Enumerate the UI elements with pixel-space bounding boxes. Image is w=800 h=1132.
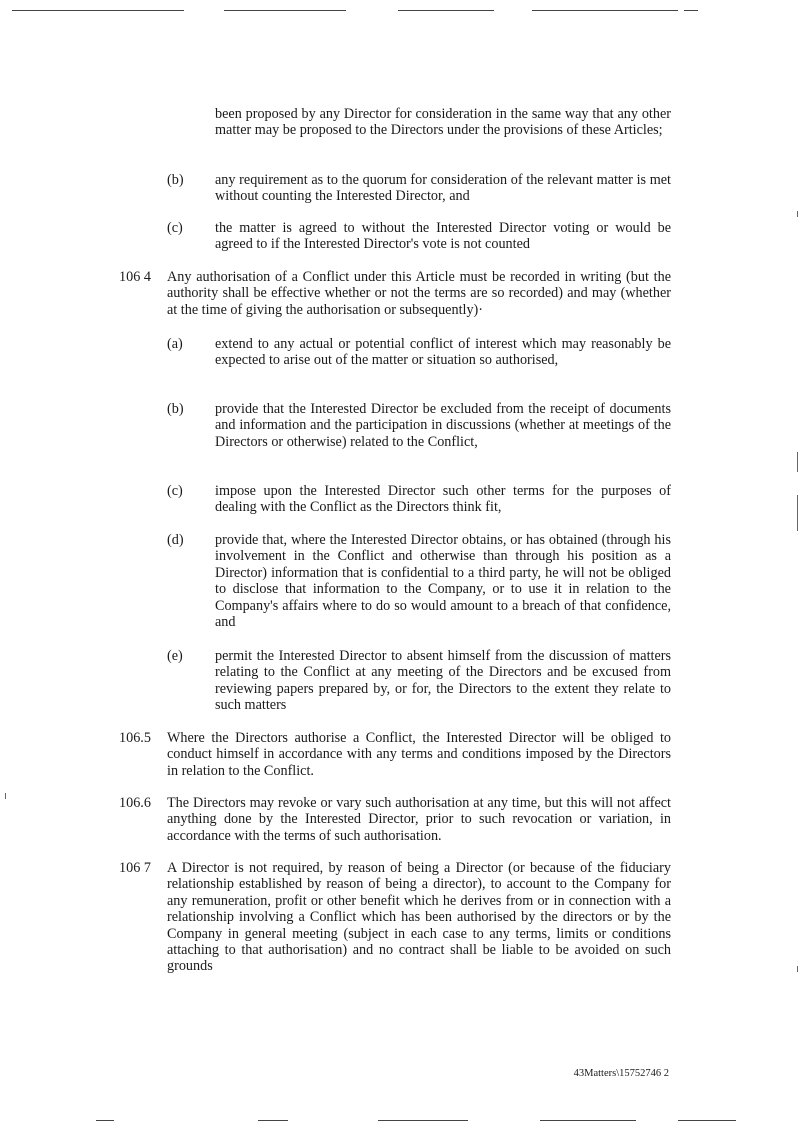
clause-text: The Directors may revoke or vary such authorisation at any time, but this will not affect anything done by the Interested Director, prior to such revocation or variation, in accordance with the terms of such authorisation. [167, 795, 671, 844]
clause-number: 106 4 [119, 269, 151, 285]
item-text: impose upon the Interested Director such other terms for the purposes of dealing with the Conflict as the Directors think fit, [215, 483, 671, 516]
item-text: provide that, where the Interested Director obtains, or has obtained (through his involvement in the Conflict and otherwise than through his position as a Director) information that is confidential to a third party, he will not be obliged to disclose that information to the Company, or to use it in relation to the Company's affairs where to do so would amount to a breach of that confidence, and [215, 532, 671, 631]
item-text: permit the Interested Director to absent himself from the discussion of matters relating to the Conflict at any meeting of the Directors and be excused from reviewing papers prepared by, or for, the Directors to the extent they relate to such matters [215, 648, 671, 714]
scan-line [224, 10, 346, 11]
clause-text: Any authorisation of a Conflict under this Article must be recorded in writing (but the authority shall be effective whether or not the terms are so recorded) and may (whether at the time of giving the authorisation or subsequently)· [167, 269, 671, 318]
scan-line [96, 1120, 114, 1121]
scan-mark [797, 966, 798, 972]
item-label: (b) [167, 401, 184, 417]
clause-text: A Director is not required, by reason of being a Director (or because of the fiduciary relationship established by reason of being a director), to account to the Company for any remuneration, profit or other benefit which he derives from or in connection with a relationship involving a Conflict which has been authorised by the directors or by the Company in general meeting (subject in each case to any terms, limits or conditions attaching to that authorisation) and no contract shall be liable to be avoided on such grounds [167, 860, 671, 975]
scan-mark [797, 495, 798, 531]
item-text: extend to any actual or potential conflict of interest which may reasonably be expected to arise out of the matter or situation so authorised, [215, 336, 671, 369]
item-label: (d) [167, 532, 184, 548]
scan-line [678, 1120, 736, 1121]
item-label: (b) [167, 172, 184, 188]
scan-line [684, 10, 698, 11]
scan-line [12, 10, 184, 11]
item-label: (e) [167, 648, 183, 664]
clause-number: 106 7 [119, 860, 151, 876]
clause-text: Where the Directors authorise a Conflict, the Interested Director will be obliged to conduct himself in accordance with any terms and conditions imposed by the Directors in relation to the Conflict. [167, 730, 671, 779]
item-label: (a) [167, 336, 183, 352]
item-text: the matter is agreed to without the Interested Director voting or would be agreed to if the Interested Director's vote is not counted [215, 220, 671, 253]
scan-mark [5, 793, 6, 799]
clause-number: 106.6 [119, 795, 151, 811]
item-label: (c) [167, 220, 183, 236]
item-text: provide that the Interested Director be excluded from the receipt of documents and information and the participation in discussions (whether at meetings of the Directors or otherwise) related to the Conflict, [215, 401, 671, 450]
scan-mark [797, 211, 798, 217]
scan-line [540, 1120, 636, 1121]
scan-mark [797, 452, 798, 472]
lead-in-paragraph: been proposed by any Director for consideration in the same way that any other matter may be proposed to the Directors under the provisions of these Articles; [215, 106, 671, 139]
scan-line [532, 10, 678, 11]
scan-line [378, 1120, 468, 1121]
item-text: any requirement as to the quorum for consideration of the relevant matter is met without counting the Interested Director, and [215, 172, 671, 205]
scan-line [258, 1120, 288, 1121]
document-reference: 43Matters\15752746 2 [573, 1068, 669, 1079]
scan-line [398, 10, 494, 11]
clause-number: 106.5 [119, 730, 151, 746]
item-label: (c) [167, 483, 183, 499]
